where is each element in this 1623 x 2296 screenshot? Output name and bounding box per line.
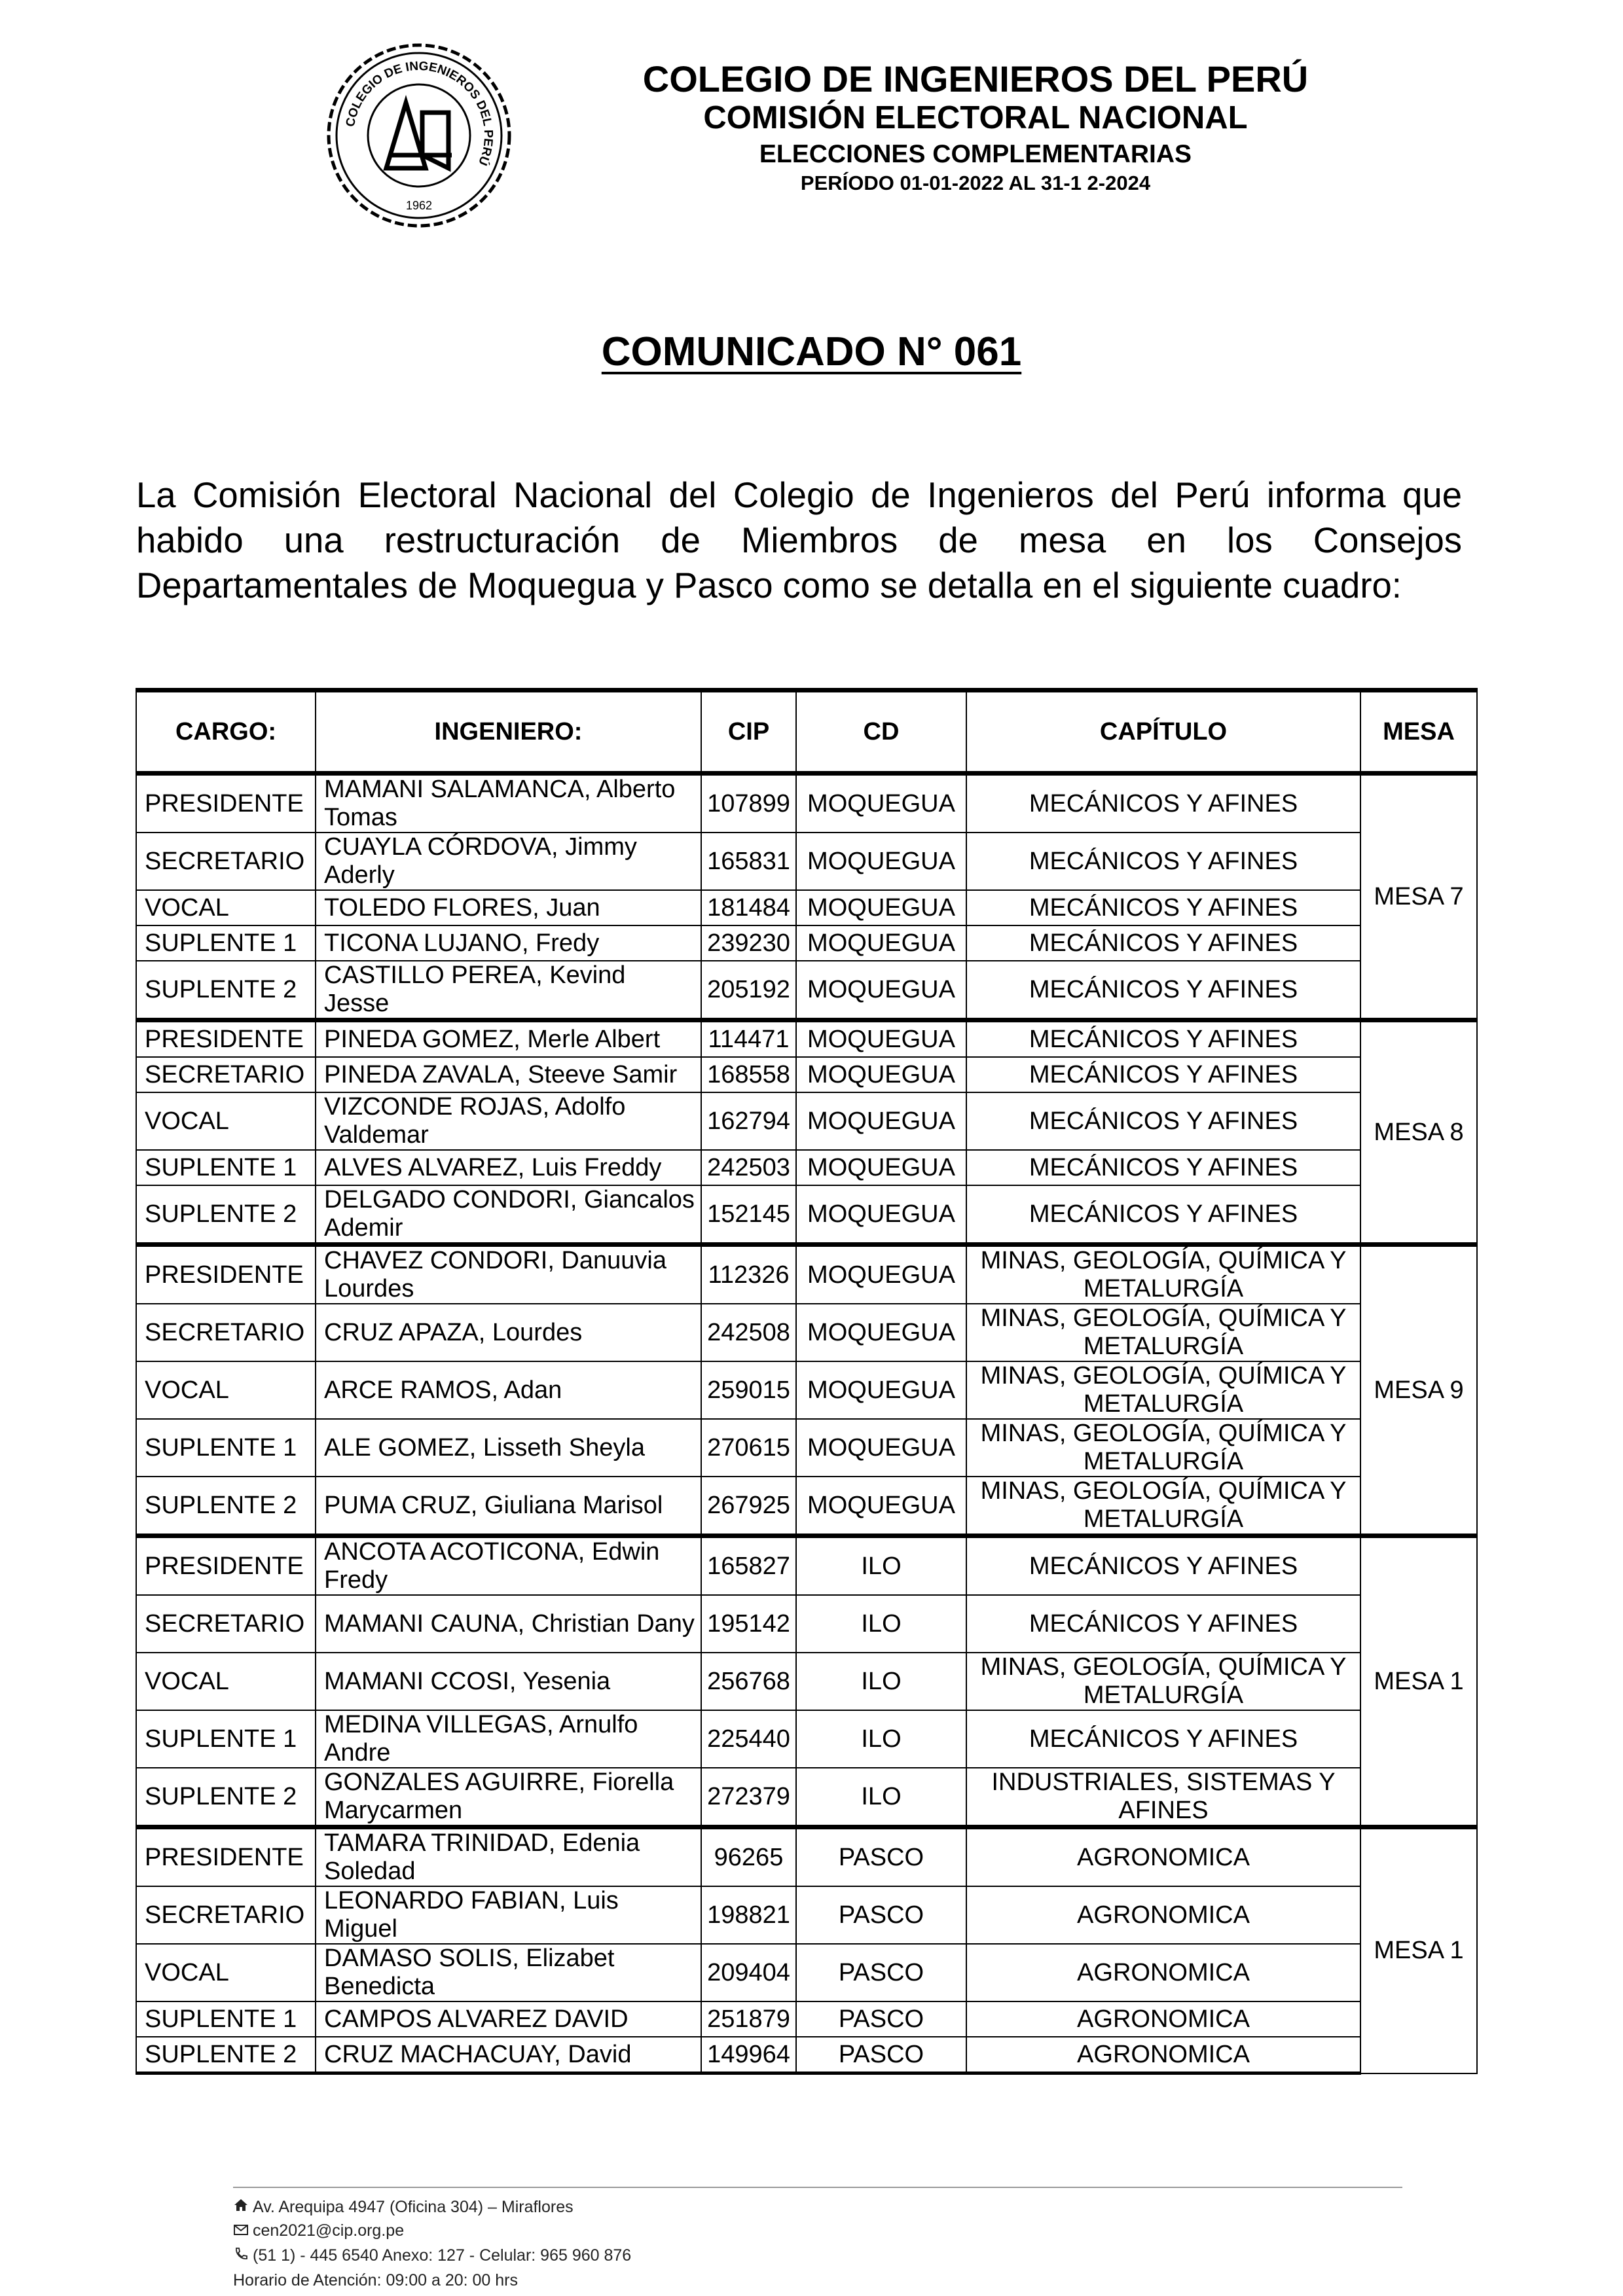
table-row [136, 833, 1477, 890]
cell-cip: 239230 [701, 925, 796, 961]
table-row [136, 1710, 1477, 1768]
table-row [136, 1092, 1477, 1150]
cell-capitulo: MECÁNICOS Y AFINES [966, 1092, 1360, 1150]
cell-cargo: SUPLENTE 1 [136, 2001, 316, 2037]
cell-cd: MOQUEGUA [796, 961, 966, 1020]
cell-cd: PASCO [796, 1827, 966, 1887]
elections-label: ELECCIONES COMPLEMENTARIAS [759, 140, 1192, 168]
table-row [136, 925, 1477, 961]
cell-cd: PASCO [796, 1886, 966, 1944]
cell-cargo: SECRETARIO [136, 1595, 316, 1653]
cell-cargo: VOCAL [136, 1653, 316, 1710]
footer-address-text: Av. Arequipa 4947 (Oficina 304) – Miraflores [253, 2198, 574, 2216]
cell-ingeniero: CAMPOS ALVAREZ DAVID [316, 2001, 701, 2037]
institution-name: COLEGIO DE INGENIEROS DEL PERÚ [642, 58, 1309, 99]
cell-cargo: SUPLENTE 1 [136, 925, 316, 961]
cell-cip: 165827 [701, 1536, 796, 1596]
cell-ingeniero: CHAVEZ CONDORI, Danuuvia Lourdes [316, 1245, 701, 1304]
cell-cip: 259015 [701, 1361, 796, 1419]
table-row [136, 1057, 1477, 1092]
cell-cargo: SUPLENTE 2 [136, 1477, 316, 1536]
cell-cd: MOQUEGUA [796, 1057, 966, 1092]
cell-cd: PASCO [796, 2037, 966, 2073]
cell-capitulo: MINAS, GEOLOGÍA, QUÍMICA Y METALURGÍA [966, 1653, 1360, 1710]
cell-ingeniero: TICONA LUJANO, Fredy [316, 925, 701, 961]
table-row [136, 1185, 1477, 1245]
cell-cargo: SUPLENTE 2 [136, 2037, 316, 2073]
cell-cargo: SECRETARIO [136, 1304, 316, 1361]
cell-cd: MOQUEGUA [796, 1304, 966, 1361]
cell-cargo: SUPLENTE 1 [136, 1710, 316, 1768]
table-row [136, 1944, 1477, 2001]
cell-cargo: PRESIDENTE [136, 1020, 316, 1058]
footer-email [233, 2221, 404, 2240]
cell-capitulo: MINAS, GEOLOGÍA, QUÍMICA Y METALURGÍA [966, 1477, 1360, 1536]
header-mesa: MESA [1360, 691, 1477, 774]
cell-ingeniero: LEONARDO FABIAN, Luis Miguel [316, 1886, 701, 1944]
cell-ingeniero: ALE GOMEZ, Lisseth Sheyla [316, 1419, 701, 1477]
cell-cip: 209404 [701, 1944, 796, 2001]
members-table [136, 688, 1478, 2075]
footer-phone [233, 2246, 631, 2265]
table-row [136, 1419, 1477, 1477]
cell-capitulo: MINAS, GEOLOGÍA, QUÍMICA Y METALURGÍA [966, 1361, 1360, 1419]
cell-capitulo: MECÁNICOS Y AFINES [966, 774, 1360, 833]
cell-ingeniero: PINEDA ZAVALA, Steeve Samir [316, 1057, 701, 1092]
cell-capitulo: MINAS, GEOLOGÍA, QUÍMICA Y METALURGÍA [966, 1245, 1360, 1304]
cell-cd: MOQUEGUA [796, 1245, 966, 1304]
cell-cargo: PRESIDENTE [136, 1245, 316, 1304]
header-capitulo: CAPÍTULO [966, 691, 1360, 774]
cell-capitulo: MECÁNICOS Y AFINES [966, 1150, 1360, 1185]
cell-cd: ILO [796, 1595, 966, 1653]
table-row [136, 1020, 1477, 1058]
cell-mesa: MESA 8 [1360, 1020, 1477, 1245]
cell-capitulo: MECÁNICOS Y AFINES [966, 1057, 1360, 1092]
cell-ingeniero: TAMARA TRINIDAD, Edenia Soledad [316, 1827, 701, 1887]
cell-cd: ILO [796, 1710, 966, 1768]
home-icon [233, 2198, 250, 2217]
cell-ingeniero: ARCE RAMOS, Adan [316, 1361, 701, 1419]
table-row [136, 1477, 1477, 1536]
cell-cip: 181484 [701, 890, 796, 925]
phone-icon [233, 2246, 250, 2265]
cell-capitulo: INDUSTRIALES, SISTEMAS Y AFINES [966, 1768, 1360, 1827]
table-row [136, 1304, 1477, 1361]
cell-cip: 152145 [701, 1185, 796, 1245]
mail-icon [233, 2221, 250, 2240]
table-row [136, 1595, 1477, 1653]
cell-cip: 149964 [701, 2037, 796, 2073]
cell-cd: MOQUEGUA [796, 774, 966, 833]
cell-capitulo: AGRONOMICA [966, 1944, 1360, 2001]
cell-ingeniero: ANCOTA ACOTICONA, Edwin Fredy [316, 1536, 701, 1596]
cell-cargo: SUPLENTE 1 [136, 1150, 316, 1185]
cell-ingeniero: TOLEDO FLORES, Juan [316, 890, 701, 925]
cell-cip: 96265 [701, 1827, 796, 1887]
header-ingeniero: INGENIERO: [316, 691, 701, 774]
cell-mesa: MESA 1 [1360, 1827, 1477, 2073]
cell-cip: 112326 [701, 1245, 796, 1304]
cell-cd: MOQUEGUA [796, 1092, 966, 1150]
cell-cargo: SUPLENTE 2 [136, 1185, 316, 1245]
header-cargo: CARGO: [136, 691, 316, 774]
table-row [136, 1886, 1477, 1944]
cell-ingeniero: GONZALES AGUIRRE, Fiorella Marycarmen [316, 1768, 701, 1827]
cell-cip: 272379 [701, 1768, 796, 1827]
cell-capitulo: AGRONOMICA [966, 2001, 1360, 2037]
cell-ingeniero: DAMASO SOLIS, Elizabet Benedicta [316, 1944, 701, 2001]
cell-ingeniero: MAMANI CAUNA, Christian Dany [316, 1595, 701, 1653]
cell-capitulo: MECÁNICOS Y AFINES [966, 1536, 1360, 1596]
cell-cd: MOQUEGUA [796, 890, 966, 925]
footer-hours [233, 2271, 518, 2290]
cell-capitulo: MECÁNICOS Y AFINES [966, 1185, 1360, 1245]
cell-ingeniero: MEDINA VILLEGAS, Arnulfo Andre [316, 1710, 701, 1768]
cell-cargo: SUPLENTE 2 [136, 961, 316, 1020]
cell-cd: PASCO [796, 1944, 966, 2001]
table-row [136, 2037, 1477, 2073]
cell-mesa: MESA 7 [1360, 774, 1477, 1020]
cell-cd: MOQUEGUA [796, 1020, 966, 1058]
table-row [136, 961, 1477, 1020]
cell-capitulo: MINAS, GEOLOGÍA, QUÍMICA Y METALURGÍA [966, 1304, 1360, 1361]
cell-ingeniero: CRUZ MACHACUAY, David [316, 2037, 701, 2073]
cell-capitulo: MECÁNICOS Y AFINES [966, 1595, 1360, 1653]
logo-year: 1962 [405, 199, 433, 212]
cell-cd: MOQUEGUA [796, 1361, 966, 1419]
cell-ingeniero: MAMANI SALAMANCA, Alberto Tomas [316, 774, 701, 833]
commission-name: COMISIÓN ELECTORAL NACIONAL [703, 100, 1248, 135]
cell-cd: MOQUEGUA [796, 1477, 966, 1536]
communique-title: COMUNICADO N° 061 [601, 329, 1022, 374]
header-cip: CIP [701, 691, 796, 774]
cell-cargo: SUPLENTE 2 [136, 1768, 316, 1827]
cell-cip: 107899 [701, 774, 796, 833]
table-row [136, 1150, 1477, 1185]
cell-cd: PASCO [796, 2001, 966, 2037]
table-row [136, 1827, 1477, 1887]
period-label: PERÍODO 01-01-2022 AL 31-1 2-2024 [800, 171, 1151, 194]
cell-capitulo: MECÁNICOS Y AFINES [966, 1710, 1360, 1768]
cell-cip: 114471 [701, 1020, 796, 1058]
cell-capitulo: MECÁNICOS Y AFINES [966, 890, 1360, 925]
cell-cd: ILO [796, 1768, 966, 1827]
intro-paragraph: La Comisión Electoral Nacional del Colegio de Ingenieros del Perú informa que habido una restructuración de Miembros de mesa en los Consejos Departamentales de Moquegua y Pasco como se detalla en el siguiente cuadro: [136, 475, 1462, 605]
footer-address [233, 2198, 574, 2217]
table-row [136, 1245, 1477, 1304]
cell-cip: 242508 [701, 1304, 796, 1361]
cell-cip: 270615 [701, 1419, 796, 1477]
cell-ingeniero: PINEDA GOMEZ, Merle Albert [316, 1020, 701, 1058]
cell-ingeniero: ALVES ALVAREZ, Luis Freddy [316, 1150, 701, 1185]
cell-cip: 198821 [701, 1886, 796, 1944]
cell-cip: 267925 [701, 1477, 796, 1536]
cell-capitulo: MECÁNICOS Y AFINES [966, 1020, 1360, 1058]
table-row [136, 1536, 1477, 1596]
table-row [136, 1653, 1477, 1710]
table-row [136, 774, 1477, 833]
cell-cip: 195142 [701, 1595, 796, 1653]
cell-cargo: SECRETARIO [136, 833, 316, 890]
logo-ring-text: COLEGIO DE INGENIEROS DEL PERÚ [343, 59, 496, 168]
cell-cargo: SUPLENTE 1 [136, 1419, 316, 1477]
cell-cargo: PRESIDENTE [136, 1827, 316, 1887]
table-row [136, 890, 1477, 925]
table-row [136, 1361, 1477, 1419]
cell-cip: 165831 [701, 833, 796, 890]
cell-cd: ILO [796, 1653, 966, 1710]
cell-cargo: VOCAL [136, 1361, 316, 1419]
cell-ingeniero: CASTILLO PEREA, Kevind Jesse [316, 961, 701, 1020]
header-cd: CD [796, 691, 966, 774]
table-row [136, 2001, 1477, 2037]
cell-capitulo: AGRONOMICA [966, 1886, 1360, 1944]
table-body [136, 774, 1477, 2073]
footer-divider [233, 2187, 1402, 2188]
table-header-row [136, 691, 1477, 774]
cell-capitulo: MECÁNICOS Y AFINES [966, 833, 1360, 890]
cell-cip: 251879 [701, 2001, 796, 2037]
footer-email-text[interactable]: cen2021@cip.org.pe [253, 2221, 405, 2240]
cell-capitulo: MECÁNICOS Y AFINES [966, 925, 1360, 961]
cell-cd: MOQUEGUA [796, 925, 966, 961]
cell-mesa: MESA 1 [1360, 1536, 1477, 1827]
cell-capitulo: MINAS, GEOLOGÍA, QUÍMICA Y METALURGÍA [966, 1419, 1360, 1477]
table-row [136, 1768, 1477, 1827]
cell-cargo: VOCAL [136, 890, 316, 925]
cell-cargo: SECRETARIO [136, 1057, 316, 1092]
cell-ingeniero: DELGADO CONDORI, Giancalos Ademir [316, 1185, 701, 1245]
cell-cargo: VOCAL [136, 1944, 316, 2001]
cell-ingeniero: PUMA CRUZ, Giuliana Marisol [316, 1477, 701, 1536]
cell-ingeniero: MAMANI CCOSI, Yesenia [316, 1653, 701, 1710]
footer-hours-text: Horario de Atención: 09:00 a 20: 00 hrs [233, 2271, 519, 2289]
cell-cargo: PRESIDENTE [136, 1536, 316, 1596]
cell-cip: 256768 [701, 1653, 796, 1710]
cell-cip: 205192 [701, 961, 796, 1020]
cell-mesa: MESA 9 [1360, 1245, 1477, 1536]
cell-ingeniero: CUAYLA CÓRDOVA, Jimmy Aderly [316, 833, 701, 890]
cell-capitulo: MECÁNICOS Y AFINES [966, 961, 1360, 1020]
cell-cip: 162794 [701, 1092, 796, 1150]
cip-logo [324, 41, 514, 230]
cell-cip: 242503 [701, 1150, 796, 1185]
cell-cd: MOQUEGUA [796, 833, 966, 890]
cell-ingeniero: VIZCONDE ROJAS, Adolfo Valdemar [316, 1092, 701, 1150]
cell-cd: MOQUEGUA [796, 1185, 966, 1245]
cell-cargo: SECRETARIO [136, 1886, 316, 1944]
cell-capitulo: AGRONOMICA [966, 2037, 1360, 2073]
cell-ingeniero: CRUZ APAZA, Lourdes [316, 1304, 701, 1361]
cell-cd: ILO [796, 1536, 966, 1596]
cell-capitulo: AGRONOMICA [966, 1827, 1360, 1887]
cell-cargo: PRESIDENTE [136, 774, 316, 833]
footer-phone-text: (51 1) - 445 6540 Anexo: 127 - Celular: 965 960 876 [253, 2246, 632, 2265]
cell-cip: 168558 [701, 1057, 796, 1092]
cell-cd: MOQUEGUA [796, 1419, 966, 1477]
cell-cip: 225440 [701, 1710, 796, 1768]
cell-cargo: VOCAL [136, 1092, 316, 1150]
cell-cd: MOQUEGUA [796, 1150, 966, 1185]
